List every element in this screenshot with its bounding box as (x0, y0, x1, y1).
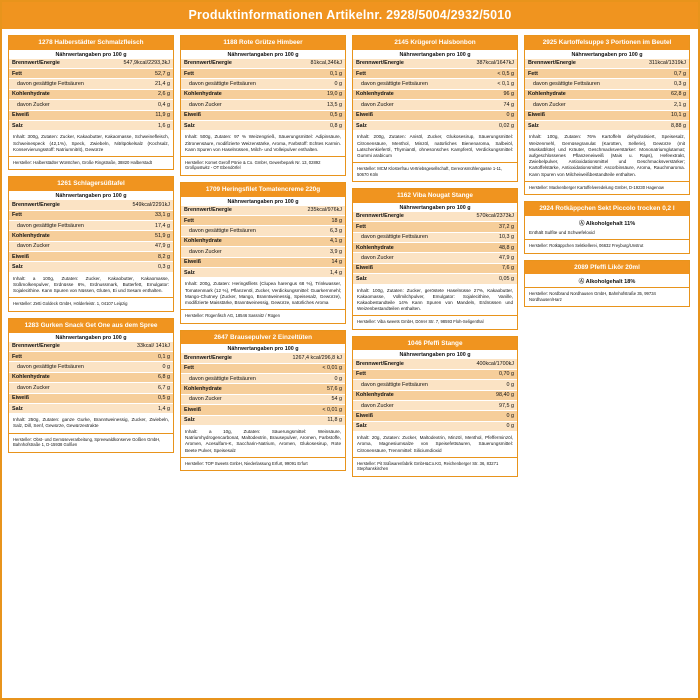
row-value: 4,1 g (289, 236, 345, 246)
row-label: davon gesättigte Fettsäuren (353, 232, 458, 242)
row-label: davon Zucker (353, 100, 458, 110)
column-1 (8, 35, 174, 453)
row-label: davon gesättigte Fettsäuren (181, 373, 277, 383)
row-value: 0 g (277, 373, 345, 383)
row-value: 14 g (289, 257, 345, 267)
row-label: davon Zucker (181, 394, 277, 404)
card-gurken-snack (8, 318, 174, 453)
row-value: 0,1 g (292, 69, 345, 79)
card-title: 2925 Kartoffelsuppe 3 Portionen im Beutel (525, 36, 689, 50)
row-value: 0 g (118, 362, 173, 372)
producer-text: Hersteller: TOP Sweets GmbH, Niederlassung Erfurt, 99091 Erfurt (181, 457, 345, 470)
producer-text: Hersteller: Zetti Goldeck GmbH, Hölderleistr. 1, 04107 Leipzig (9, 297, 173, 310)
card-subtitle: Nährwertangaben pro 100 g (399, 51, 471, 58)
row-label: davon Zucker (9, 241, 114, 251)
row-label: Fett (353, 369, 458, 379)
row-value: 10,3 g (458, 232, 517, 242)
row-value: 0,5 g (118, 393, 173, 403)
ingredients-text: Inhalt: a 100g, Zutaten: Zucker, Kakaobutter, Kakaomasse, Süßmolkenpulver, Erdnüsse 6%, Erdnussmark, Butterfett, Emulgator: Sojalecithine. Kann Spuren von Nüssen, Gluten, Ei und Sesam enthalten. (13, 275, 169, 294)
row-label: davon Zucker (181, 100, 292, 110)
row-label: Brennwert/Energie (353, 59, 458, 69)
row-label: davon gesättigte Fettsäuren (9, 220, 114, 230)
card-subtitle: Nährwertangaben pro 100 g (55, 193, 127, 200)
row-value: 0,70 g (458, 369, 517, 379)
row-value: 0 g (292, 79, 345, 89)
producer-text: Hersteller: Komet Gerolf Pönie & Co. GmbH, Gewerbepark Nr. 13, 02892 Großpostwitz - OT Ebendörfel (181, 156, 345, 175)
row-value: 0,1 g (118, 351, 173, 361)
producer-text: Hersteller: Nordbrand Nordhausen GmbH, Bahnhofstraße 35, 99734 Nordhausen/Harz (525, 287, 689, 306)
row-label: davon gesättigte Fettsäuren (9, 362, 118, 372)
row-label: Salz (353, 274, 458, 284)
row-value: 6,3 g (289, 226, 345, 236)
card-title: 2647 Brausepulver 2 Einzeltüten (181, 331, 345, 345)
row-value: 0,4 g (107, 100, 173, 110)
row-label: Kohlenhydrate (9, 89, 107, 99)
row-value: 1267,4 kcal/296,8 kJ (277, 353, 345, 363)
card-title: 2089 Pfeffi Likör 20ml (525, 261, 689, 275)
card-subtitle: Nährwertangaben pro 100 g (227, 198, 299, 205)
row-value: 3,9 g (289, 247, 345, 257)
row-label: Fett (353, 222, 458, 232)
row-value: < 0,1 g (458, 79, 517, 89)
row-label: Kohlenhydrate (525, 89, 631, 99)
row-value: 0 g (458, 421, 517, 431)
card-viba-nougat-stange (352, 188, 518, 330)
row-value: 1,4 g (289, 267, 345, 277)
row-value: 1,4 g (118, 403, 173, 413)
nutrition-table (9, 342, 173, 415)
row-value: 6,7 g (118, 383, 173, 393)
row-label: Kohlenhydrate (353, 390, 458, 400)
row-label: Eiweiß (353, 263, 458, 273)
row-label: Brennwert/Energie (181, 59, 292, 69)
card-kruegerol-halsbonbon (352, 35, 518, 182)
row-value: 2,6 g (107, 89, 173, 99)
producer-text: Hersteller: Halberstädter Würstchen, Große Ringstraße, 38820 Halberstadt (9, 156, 173, 169)
row-value: 2,1 g (631, 100, 689, 110)
producer-text: Hersteller: Rügenfisch AG, 18546 Sassnitz / Rügen (181, 309, 345, 322)
nutrition-table (181, 59, 345, 132)
card-title: 2924 Rotkäppchen Sekt Piccolo trocken 0,2 l (525, 202, 689, 216)
ingredients-text: Inhalt: 20g, Zutaten: Zucker, Maltodextrin, Minzöl, Menthol, Pfefferminzöl, Aroma, Magnesiumsalze von Speisefettsäuren, Säuerungsmittel: Citronensäure, Trennmittel: Siliciumdioxid (357, 435, 513, 453)
row-value: 0,3 g (631, 79, 689, 89)
row-label: davon Zucker (181, 247, 289, 257)
row-value: 0 g (458, 411, 517, 421)
nutrition-table (181, 206, 345, 279)
row-value: 48,8 g (458, 242, 517, 252)
row-label: davon gesättigte Fettsäuren (9, 79, 107, 89)
ingredients-text: Inhalt: 200g, Zutaten: Anisöl, Zucker, Glukosesirup, Säuerungsmittel: Citronensäure, Menthol, Minzöl, natürliches Bienenaroma, Salbeiöl, Latschenkieferöl, Thymianöl, ohnesonsches Kampferöl, Verdickungsmittel: Gummi arabicum (357, 134, 513, 158)
row-label: davon Zucker (353, 253, 458, 263)
row-value: 11,9 g (107, 110, 173, 120)
row-value: 311kcal/1319kJ (631, 59, 689, 69)
row-value: 51,9 g (114, 231, 173, 241)
card-subtitle: Nährwertangaben pro 100 g (227, 51, 299, 58)
row-value: 11,8 g (277, 415, 345, 425)
row-value: 13,5 g (292, 100, 345, 110)
card-title: 1162 Viba Nougat Stange (353, 189, 517, 203)
row-label: davon gesättigte Fettsäuren (181, 226, 289, 236)
nutrition-table (353, 359, 517, 432)
allergen-note: Enthält Sulfite und Schwefeloxid (529, 229, 595, 235)
row-label: Salz (181, 121, 292, 131)
row-label: Brennwert/Energie (9, 342, 118, 352)
row-value: 0,7 g (631, 69, 689, 79)
ingredients-text: Inhalt: 200g, Zutaten: Heringsfilets (Clupea harengus 68 %), Trinkwasser, Tomatenmark (12 %), Pflanzenöl, Zucker, Verdickungsmittel: Guarkernmehl; Mango-Chutney (Zucker, Mango, Branntweinessig, Speisesalz, Gewürze), modifizierte Maisstärke, Branntweinessig, Gewürze, natürliches Aroma (185, 281, 341, 305)
card-title: 1278 Halberstädter Schmalzfleisch (9, 36, 173, 50)
card-title: 1261 Schlagersüßtafel (9, 177, 173, 191)
row-value: 81kcal,346kJ (292, 59, 345, 69)
card-title: 2145 Krügerol Halsbonbon (353, 36, 517, 50)
row-value: 17,4 g (114, 220, 173, 230)
row-value: 47,9 g (458, 253, 517, 263)
row-value: 570kcal/2373kJ (458, 212, 517, 222)
row-value: 6,8 g (118, 372, 173, 382)
card-subtitle: Nährwertangaben pro 100 g (55, 334, 127, 341)
column-2 (180, 35, 346, 471)
row-label: davon gesättigte Fettsäuren (353, 380, 458, 390)
row-label: Salz (9, 121, 107, 131)
row-value: 74 g (458, 100, 517, 110)
row-label: davon gesättigte Fettsäuren (353, 79, 458, 89)
row-label: davon Zucker (525, 100, 631, 110)
row-label: Eiweiß (9, 393, 118, 403)
row-label: Salz (353, 121, 458, 131)
card-halberstaedter-schmalzfleisch (8, 35, 174, 170)
row-value: 18 g (289, 215, 345, 225)
row-label: Kohlenhydrate (353, 89, 458, 99)
card-subtitle: Nährwertangaben pro 100 g (55, 51, 127, 58)
row-value: 0,8 g (292, 121, 345, 131)
row-label: Eiweiß (525, 110, 631, 120)
row-label: Brennwert/Energie (525, 59, 631, 69)
row-value: < 0,01 g (277, 363, 345, 373)
row-value: < 0,5 g (458, 69, 517, 79)
row-value: 0 g (458, 110, 517, 120)
row-label: Eiweiß (181, 257, 289, 267)
row-value: 0,02 g (458, 121, 517, 131)
row-value: 52,7 g (107, 69, 173, 79)
ingredients-text: Inhalt: 100g, Zutaten: 76% Kartoffeln dehydratisiert, Speisesalz, Weizenmehl, Gemüsegranulat (Karotten, Sellerie), Gewürze (mit Muskatblüte) und Kräuter, Geschmacksverstärker: Mononatriumglutamat; aufgeschlossenes Pflanzeneiweiß (Mais u. Raps), Hefeextrakt, Zwiebelpulver, Antioxidationsmittel und Geschmacksverstärker; Kartoffelstärke, Antioxidationsmittel: Ascorbinsäure, Aroma, Rauchmaroma. Kann Spuren von Milcheiweißbestandteile enthalten. (529, 134, 685, 177)
row-label: Brennwert/Energie (9, 200, 114, 210)
row-value: < 0,01 g (277, 405, 345, 415)
row-label: davon Zucker (9, 383, 118, 393)
row-label: Fett (181, 363, 277, 373)
card-heringsfilet-tomatencreme (180, 182, 346, 324)
row-label: Brennwert/Energie (9, 59, 107, 69)
card-subtitle: Nährwertangaben pro 100 g (399, 352, 471, 359)
row-label: Salz (353, 421, 458, 431)
row-label: davon gesättigte Fettsäuren (181, 79, 292, 89)
row-value: 547,9kcal/2293,3kJ (107, 59, 173, 69)
row-label: Fett (525, 69, 631, 79)
alcohol-content: Ⓐ Alkoholgehalt 18% (578, 279, 636, 286)
row-label: davon Zucker (353, 400, 458, 410)
row-value: 21,4 g (107, 79, 173, 89)
card-brausepulver (180, 330, 346, 472)
ingredients-text: Inhalt: a 10g, Zutaten: Säuerungsmittel: Weinsäure, Natriumhydrogencarbonat, Maltodextrin, Brausepulver, Aromen, Farbstoffe, Aromen, Acesulfam-K, Saccharin-Natrium, Aromen, Glukosesirup, Rote Beete Pulver, Speisesalz (185, 428, 341, 453)
nutrition-table (353, 212, 517, 285)
row-label: Kohlenhydrate (9, 231, 114, 241)
row-value: 33,1 g (114, 210, 173, 220)
row-label: Fett (9, 69, 107, 79)
row-value: 7,6 g (458, 263, 517, 273)
card-subtitle: Nährwertangaben pro 100 g (399, 204, 471, 211)
row-label: Salz (9, 403, 118, 413)
card-schlagersuesstafel (8, 176, 174, 311)
row-label: Eiweiß (353, 110, 458, 120)
row-label: Salz (9, 262, 114, 272)
row-value: 0,05 g (458, 274, 517, 284)
row-value: 37,2 g (458, 222, 517, 232)
row-label: Fett (181, 69, 292, 79)
row-value: 549kcal/2291kJ (114, 200, 173, 210)
cards-grid (2, 29, 698, 477)
page-title: Produktinformationen Artikelnr. 2928/5004/2932/5010 (2, 2, 698, 29)
row-value: 1,6 g (107, 121, 173, 131)
producer-text: Hersteller: Mackenberger Kartoffelveredelung GmbH, D-19230 Hagenow (525, 181, 689, 194)
row-value: 8,88 g (631, 121, 689, 131)
row-label: Kohlenhydrate (181, 384, 277, 394)
ingredients-text: Inhalt: 300g, Zutaten: Zucker, Kakaobutter, Kakaomasse, Schweinefleisch, Schweinespeck (42,1%), Speck, Zwiebeln, Nitritpökelsalz (Kochsalz, Konservierungsstoff: Natriumnitrit), Gewürze (13, 134, 169, 152)
card-pfeffi-stange (352, 336, 518, 477)
nutrition-table (9, 200, 173, 273)
row-value: 57,6 g (277, 384, 345, 394)
row-value: 96 g (458, 89, 517, 99)
producer-text: Hersteller: Pit Süßwarenfabrik GmbH&Co.KG, Reichenberger Str. 36, 83271 Stephanskirchen (353, 457, 517, 476)
row-value: 235kcal/976kJ (289, 206, 345, 216)
card-rotkaeppchen-sekt-piccolo (524, 201, 690, 253)
alcohol-content: Ⓐ Alkoholgehalt 11% (578, 220, 636, 227)
nutrition-table (9, 59, 173, 132)
producer-text: Hersteller: Viba sweets GmbH, Dörrer Str. 7, 98593 Floh-Seligenthal (353, 315, 517, 328)
row-label: Brennwert/Energie (353, 212, 458, 222)
card-kartoffelsuppe (524, 35, 690, 195)
row-label: Fett (181, 215, 289, 225)
row-label: davon Zucker (9, 100, 107, 110)
row-value: 10,1 g (631, 110, 689, 120)
nutrition-table (353, 59, 517, 132)
producer-text: Hersteller: MCM Klosterfrau Vertriebsgesellschaft, Gereonsmühlengasse 1-11, 50670 Köln (353, 162, 517, 181)
row-value: 0,3 g (114, 262, 173, 272)
row-value: 98,40 g (458, 390, 517, 400)
column-4 (524, 35, 690, 307)
card-subtitle: Nährwertangaben pro 100 g (227, 346, 299, 353)
row-label: Kohlenhydrate (181, 236, 289, 246)
row-label: Fett (9, 210, 114, 220)
row-label: Kohlenhydrate (353, 242, 458, 252)
row-label: Kohlenhydrate (9, 372, 118, 382)
row-value: 33kcal/ 141kJ (118, 342, 173, 352)
card-title: 1709 Heringsfilet Tomatencreme 220g (181, 183, 345, 197)
row-label: Salz (525, 121, 631, 131)
producer-text: Hersteller: Rotkäppchen Sektkellerei, 06632 Freyburg/Unstrut (525, 239, 689, 252)
row-label: Eiweiß (353, 411, 458, 421)
row-label: Eiweiß (9, 252, 114, 262)
card-pfeffi-likoer (524, 260, 690, 308)
row-label: Fett (9, 351, 118, 361)
row-label: Eiweiß (181, 110, 292, 120)
nutrition-table (525, 59, 689, 132)
card-title: 1283 Gurken Snack Get One aus dem Spree (9, 319, 173, 333)
row-label: Salz (181, 267, 289, 277)
row-value: 400kcal/1700kJ (458, 359, 517, 369)
row-label: Eiweiß (9, 110, 107, 120)
row-label: Fett (353, 69, 458, 79)
row-label: Kohlenhydrate (181, 89, 292, 99)
row-value: 62,8 g (631, 89, 689, 99)
row-label: davon gesättigte Fettsäuren (525, 79, 631, 89)
card-title: 1188 Rote Grütze Himbeer (181, 36, 345, 50)
card-rote-gruetze-himbeer (180, 35, 346, 176)
row-value: 387kcal/1647kJ (458, 59, 517, 69)
row-label: Eiweiß (181, 405, 277, 415)
row-value: 0,5 g (292, 110, 345, 120)
column-3 (352, 35, 518, 477)
row-label: Brennwert/Energie (181, 206, 289, 216)
producer-text: Hersteller: Obst- und Gemüseverarbeitung, Spreewaldkonserve Golßen GmbH, Bahnhofstraße 1, D-15938 Golßen (9, 433, 173, 452)
row-value: 97,5 g (458, 400, 517, 410)
ingredients-text: Inhalt: 500g, Zutaten: 97 % Weizengrieß, Säuerungsmittel: Adipinsäure, Zitronensäure, modifizierte Weizenstärke, Aroma, Farbstoff: Echtes Karmin. Kann Spuren von Haselnüssen, Milch- und Volleipulver enthalten. (185, 134, 341, 152)
row-value: 8,2 g (114, 252, 173, 262)
row-value: 19,0 g (292, 89, 345, 99)
row-label: Brennwert/Energie (181, 353, 277, 363)
row-value: 54 g (277, 394, 345, 404)
card-title: 1046 Pfeffi Stange (353, 337, 517, 351)
row-value: 0 g (458, 380, 517, 390)
row-label: Brennwert/Energie (353, 359, 458, 369)
nutrition-table (181, 353, 345, 426)
ingredients-text: Inhalt: 100g, Zutaten: Zucker, geröstete Haselnüsse 27%, Kakaobutter, Kakaomasse, Vollmilchpulver, Emulgator: Sojalecithine, Vanille, Kakaobestandteile 14% Kann Spuren von Mandeln, Erdnüssen und Weizenbestandteilen enthalten. (357, 287, 513, 312)
row-value: 47,9 g (114, 241, 173, 251)
row-label: Salz (181, 415, 277, 425)
ingredients-text: Inhalt: 250g, Zutaten: ganze Gurke, Branntweinessig, Zucker, Zwiebeln, Salz, Dill, Senf, Gewürze, Gewürzextrakte (13, 417, 169, 429)
card-subtitle: Nährwertangaben pro 100 g (571, 51, 643, 58)
